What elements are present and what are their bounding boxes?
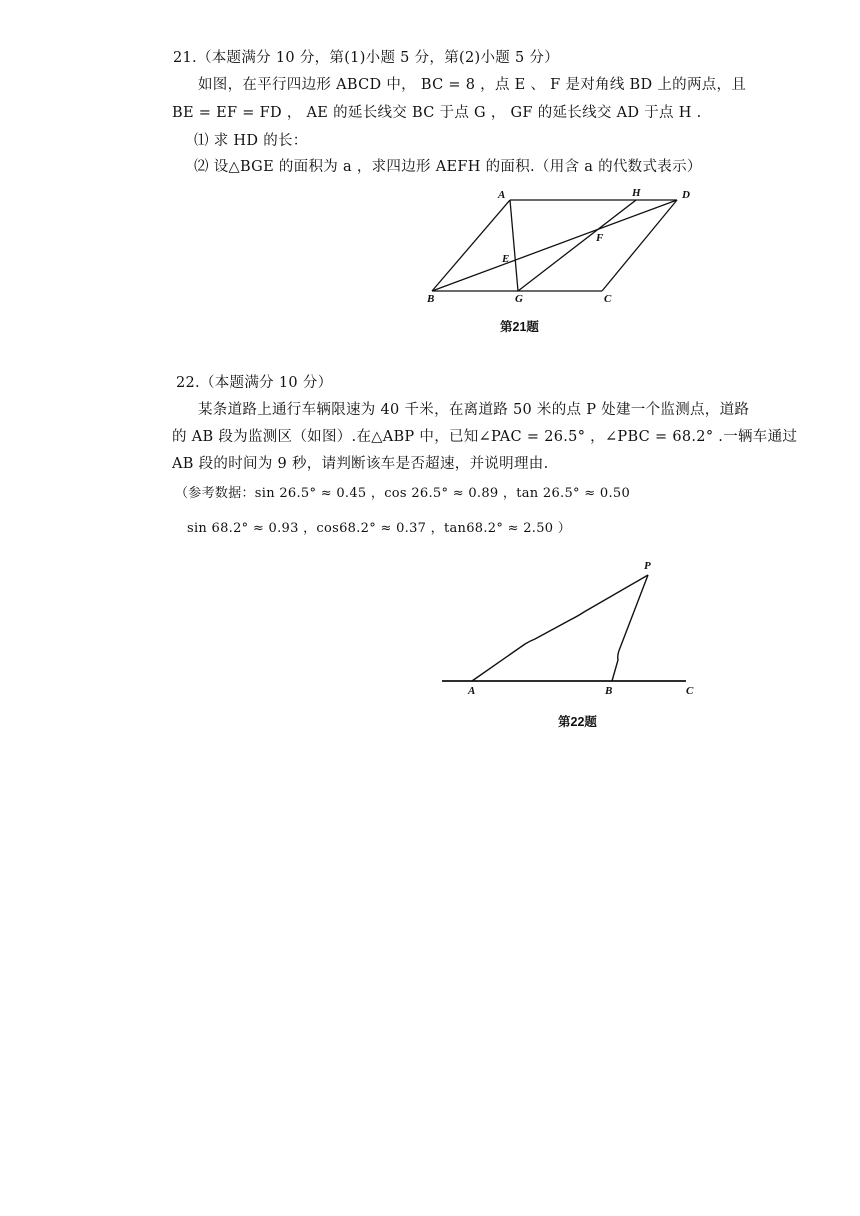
q22-segment-AP <box>472 575 648 681</box>
q21-part-1: ⑴ 求 HD 的长： <box>194 133 308 149</box>
q21-label-C: C <box>604 293 612 305</box>
q21-label-G: G <box>515 293 523 305</box>
q22-reference-line-2: sin 68.2° ≈ 0.93 ，cos68.2° ≈ 0.37 ，tan68.2° ≈ 2.50 ） <box>187 521 572 536</box>
q21-part-2: ⑵ 设△BGE 的面积为 a ，求四边形 AEFH 的面积.（用含 a 的代数式表示） <box>194 159 702 175</box>
q21-figure-caption: 第21题 <box>500 320 539 334</box>
q21-header: 21.（本题满分 10 分，第(1)小题 5 分，第(2)小题 5 分） <box>173 50 559 66</box>
q22-header: 22.（本题满分 10 分） <box>176 375 333 391</box>
q21-stem-line-2: BE = EF = FD ， AE 的延长线交 BC 于点 G ， GF 的延长线交 AD 于点 H . <box>172 105 702 121</box>
q22-reference-line-1: （参考数据：sin 26.5° ≈ 0.45 ，cos 26.5° ≈ 0.89 ，tan 26.5° ≈ 0.50 <box>175 486 631 501</box>
q22-stem-line-1: 某条道路上通行车辆限速为 40 千米，在离道路 50 米的点 P 处建一个监测点，道路 <box>198 402 750 418</box>
q22-label-P: P <box>644 560 651 572</box>
q22-label-C: C <box>686 685 694 697</box>
q22-segment-BP <box>612 575 648 681</box>
q21-label-B: B <box>427 293 435 305</box>
q21-stem-line-1: 如图，在平行四边形 ABCD 中， BC = 8 ，点 E 、 F 是对角线 BD 上的两点，且 <box>198 77 747 93</box>
q21-label-F: F <box>596 232 604 244</box>
q21-label-D: D <box>682 189 690 201</box>
q21-label-H: H <box>632 187 641 199</box>
q22-label-A: A <box>468 685 476 697</box>
q22-figure-caption: 第22题 <box>558 715 597 729</box>
q21-label-A: A <box>498 189 506 201</box>
q21-label-E: E <box>502 253 510 265</box>
q22-stem-line-3: AB 段的时间为 9 秒，请判断该车是否超速，并说明理由. <box>172 456 549 472</box>
q22-stem-line-2: 的 AB 段为监测区（如图）.在△ABP 中，已知∠PAC = 26.5° ，∠PBC = 68.2° .一辆车通过 <box>172 429 798 445</box>
q22-label-B: B <box>605 685 613 697</box>
